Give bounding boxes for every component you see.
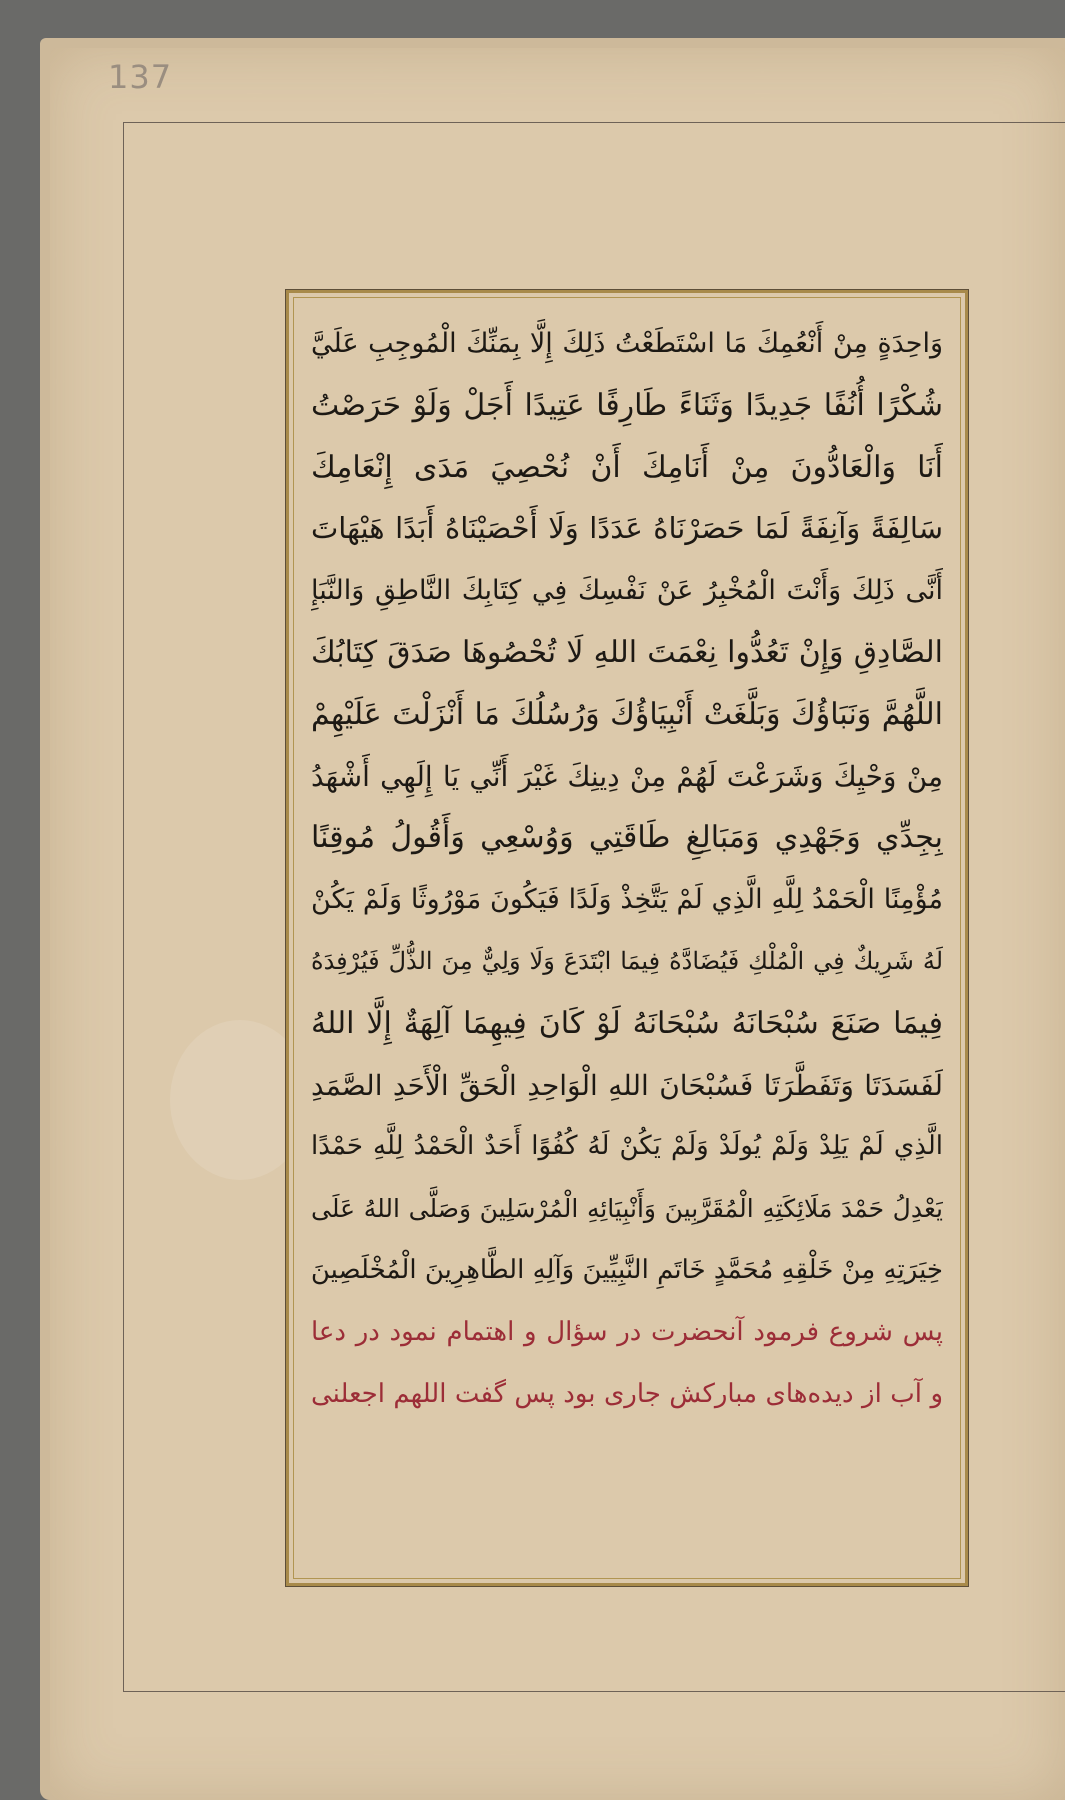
text-line: أَنَّى ذَلِكَ وَأَنْتَ الْمُخْبِرُ عَنْ نَفْسِكَ فِي كِتَابِكَ النَّاطِقِ وَالنَّبَإِ	[311, 575, 943, 607]
text-line: مِنْ وَحْيِكَ وَشَرَعْتَ لَهُمْ مِنْ دِينِكَ غَيْرَ أَنِّي يَا إِلَهِي أَشْهَدُ	[311, 759, 943, 793]
text-line: وَاحِدَةٍ مِنْ أَنْعُمِكَ مَا اسْتَطَعْتُ ذَلِكَ إِلَّا بِمَنِّكَ الْمُوجِبِ عَلَيَّ	[311, 328, 943, 359]
rubric-line: و آب از دیده‌های مبارکش جاری بود پس گفت اللهم اجعلنی	[311, 1378, 943, 1409]
text-line: مُؤْمِنًا الْحَمْدُ لِلَّهِ الَّذِي لَمْ يَتَّخِذْ وَلَدًا فَيَكُونَ مَوْرُوثًا وَلَمْ يَكُنْ	[311, 884, 943, 916]
folio-number: 137	[108, 58, 173, 96]
rubric-line: پس شروع فرمود آنحضرت در سؤال و اهتمام نمود در دعا	[311, 1316, 943, 1347]
text-line: شُكْرًا أُنُفًا جَدِيدًا وَثَنَاءً طَارِفًا عَتِيدًا أَجَلْ وَلَوْ حَرَصْتُ	[311, 387, 943, 423]
text-line: يَعْدِلُ حَمْدَ مَلَائِكَتِهِ الْمُقَرَّبِينَ وَأَنْبِيَائِهِ الْمُرْسَلِينَ وَصَلَّى اللهُ عَلَى	[311, 1194, 943, 1224]
text-line: الَّذِي لَمْ يَلِدْ وَلَمْ يُولَدْ وَلَمْ يَكُنْ لَهُ كُفُوًا أَحَدٌ الْحَمْدُ لِلَّهِ حَمْدًا	[311, 1131, 943, 1162]
text-line: اللَّهُمَّ وَنَبَاؤُكَ وَبَلَّغَتْ أَنْبِيَاؤُكَ وَرُسُلُكَ مَا أَنْزَلْتَ عَلَيْهِمْ	[311, 696, 943, 732]
text-block	[311, 313, 943, 1563]
text-line: خِيَرَتِهِ مِنْ خَلْقِهِ مُحَمَّدٍ خَاتَمِ النَّبِيِّينَ وَآلِهِ الطَّاهِرِينَ الْمُخْلَصِينَ	[311, 1254, 943, 1285]
text-line: لَهُ شَرِيكٌ فِي الْمُلْكِ فَيُضَادَّهُ فِيمَا ابْتَدَعَ وَلَا وَلِيٌّ مِنَ الذُّلِّ فَيُرْفِدَهُ	[311, 946, 943, 975]
text-line: أَنَا وَالْعَادُّونَ مِنْ أَنَامِكَ أَنْ نُحْصِيَ مَدَى إِنْعَامِكَ	[311, 449, 943, 485]
text-line: فِيمَا صَنَعَ سُبْحَانَهُ سُبْحَانَهُ لَوْ كَانَ فِيهِمَا آلِهَةٌ إِلَّا اللهُ	[311, 1005, 943, 1041]
text-line: لَفَسَدَتَا وَتَفَطَّرَتَا فَسُبْحَانَ اللهِ الْوَاحِدِ الْحَقِّ الْأَحَدِ الصَّمَدِ	[311, 1068, 943, 1102]
text-line: الصَّادِقِ وَإِنْ تَعُدُّوا نِعْمَتَ اللهِ لَا تُحْصُوهَا صَدَقَ كِتَابُكَ	[311, 634, 943, 670]
text-frame	[286, 290, 968, 1586]
text-line: سَالِفَةً وَآنِفَةً لَمَا حَصَرْنَاهُ عَدَدًا وَلَا أَحْصَيْنَاهُ أَبَدًا هَيْهَاتَ	[311, 511, 943, 546]
text-line: بِجِدِّي وَجَهْدِي وَمَبَالِغِ طَاقَتِي وَوُسْعِي وَأَقُولُ مُوقِنًا	[311, 820, 943, 856]
